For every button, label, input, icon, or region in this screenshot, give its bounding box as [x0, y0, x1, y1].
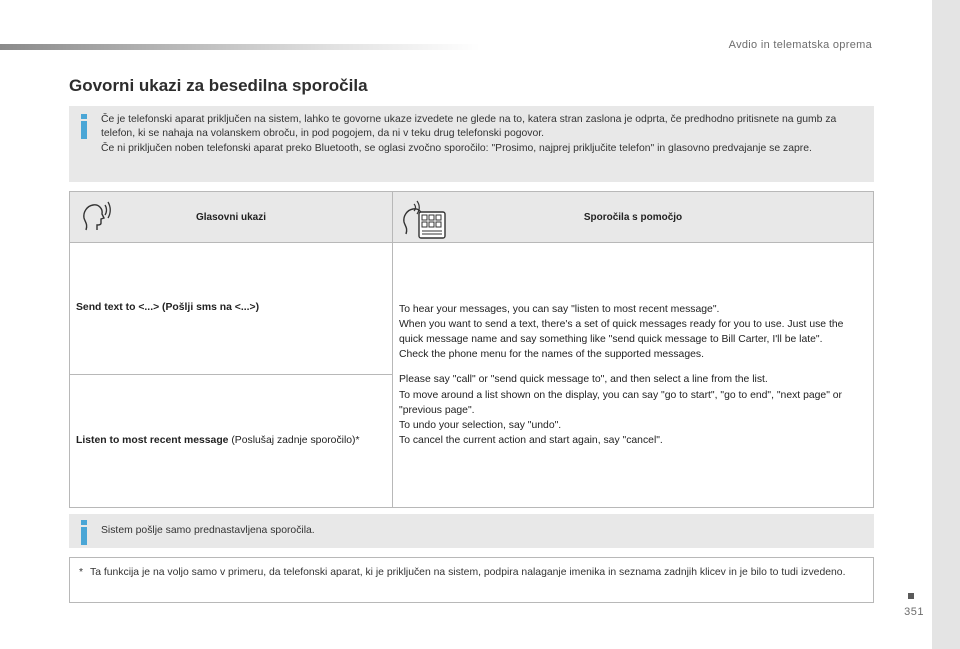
help-text: To hear your messages, you can say "listen to most recent message". When you want to send a text, there's a set of quick messages ready for you to use. Just use the quick message name and say something like "send quick message to Bill Carter, I'll be late". Check the phone menu for the names of the supported messages.	[399, 303, 844, 361]
help-cell	[393, 243, 874, 508]
column-header-help	[393, 192, 874, 243]
command-name: Send text to <...> (Pošlji sms na <...>)	[76, 302, 260, 314]
table-row	[70, 243, 874, 375]
info-paragraph: Če ni priključen noben telefonski aparat preko Bluetooth, se oglasi zvočno sporočilo: "Prosimo, najprej priključite telefon" in glasovno predvajanje se zapre.	[101, 142, 812, 154]
voice-head-icon	[78, 200, 112, 237]
help-paragraph	[399, 372, 867, 448]
page-number: 351	[904, 606, 924, 618]
info-icon	[81, 114, 87, 139]
section-title: Avdio in telematska oprema	[728, 39, 872, 51]
info-text-top	[101, 113, 862, 156]
help-paragraph	[399, 302, 867, 363]
voice-commands-table	[69, 191, 874, 508]
info-box-top	[69, 106, 874, 182]
info-box-bottom	[69, 514, 874, 548]
header-rule	[0, 44, 480, 50]
info-text-bottom: Sistem pošlje samo prednastavljena sporočila.	[101, 525, 315, 536]
table-header-row	[70, 192, 874, 243]
side-strip	[932, 0, 960, 649]
info-icon	[81, 520, 87, 545]
command-cell	[70, 243, 393, 375]
page-title: Govorni ukazi za besedilna sporočila	[69, 76, 368, 95]
footnote	[69, 557, 874, 603]
help-text: Please say "call" or "send quick message to", and then select a line from the list. To move around a list shown on the display, you can say "go to start", "go to end", "next page" or "previous page". To undo your selection, say "undo". To cancel the current action and start again, say "cancel".	[399, 374, 843, 447]
voice-menu-icon	[401, 200, 447, 243]
column-header-label: Sporočila s pomočjo	[583, 211, 683, 223]
command-translation: (Poslušaj zadnje sporočilo)*	[228, 434, 360, 446]
footnote-text: Ta funkcija je na voljo samo v primeru, da telefonski aparat, ki je priključen na sistem, podpira nalaganje imenika in seznama zadnjih klicev in je bilo to tudi izvedeno.	[90, 567, 846, 578]
command-name: Listen to most recent message	[76, 434, 229, 446]
column-header-label: Glasovni ukazi	[195, 211, 267, 223]
page-marker	[908, 593, 914, 599]
info-paragraph: Če je telefonski aparat priključen na sistem, lahko te govorne ukaze izvedete ne glede na to, katera stran zaslona je odprta, če predhodno pritisnete na gumb za telefon, ki se nahaja na volanskem obroču, in pod pogojem, da ni v teku drug telefonski pogovor.	[101, 114, 837, 140]
column-header-commands	[70, 192, 393, 243]
command-cell	[70, 375, 393, 508]
footnote-marker: *	[79, 567, 84, 578]
